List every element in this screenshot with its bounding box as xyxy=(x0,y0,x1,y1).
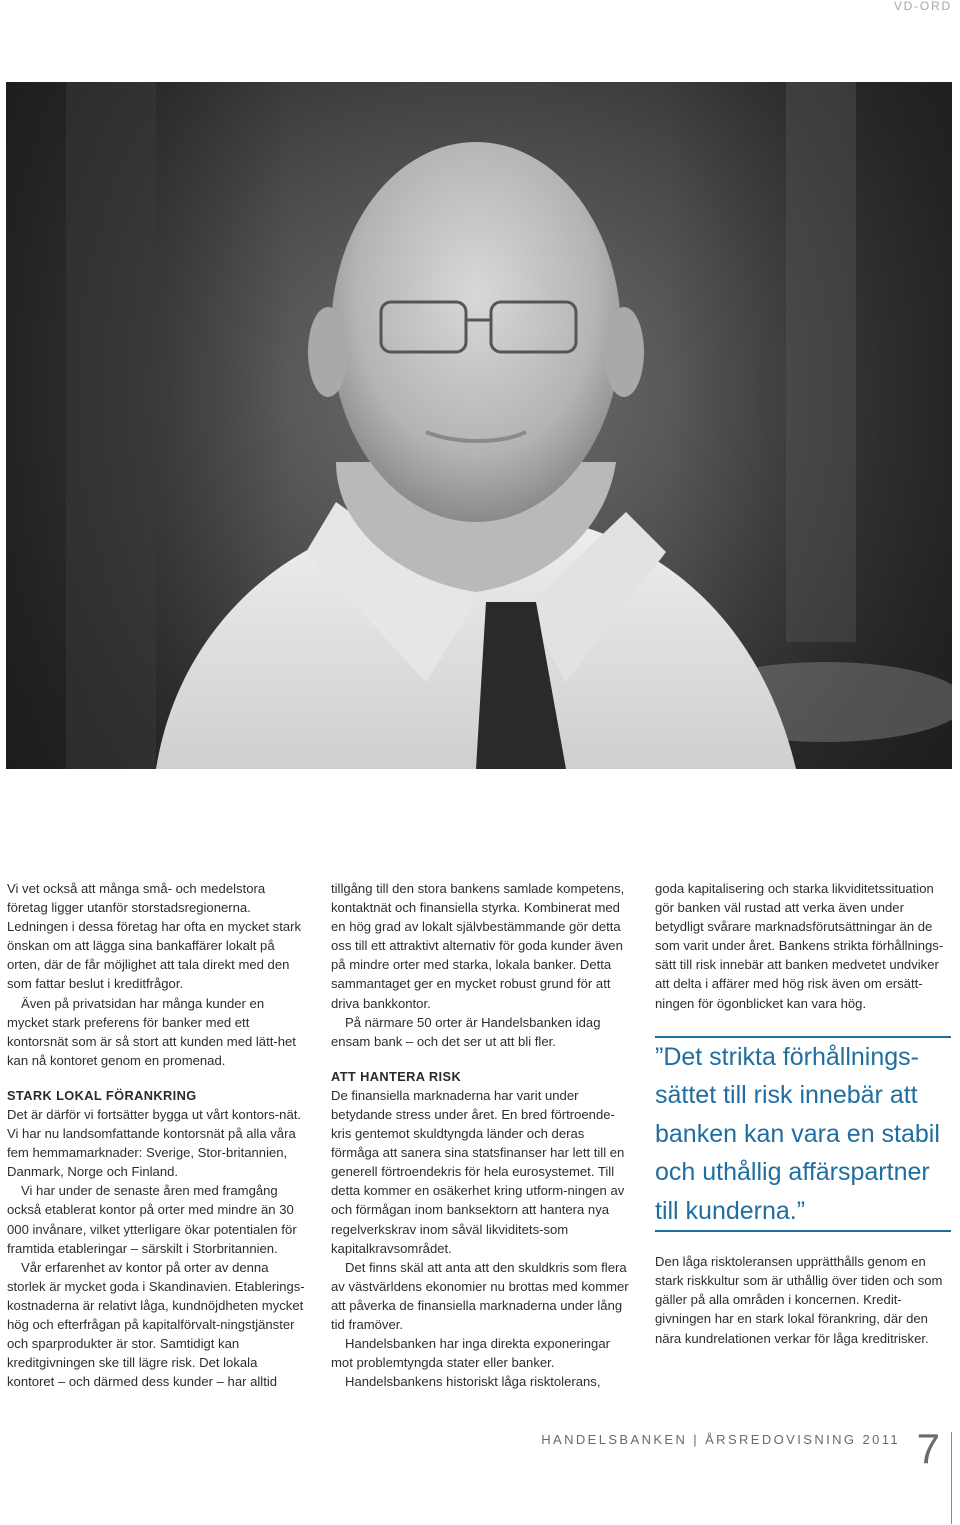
paragraph: Även på privatsidan har många kunder en mycket stark preferens för banker med ett kontorsnät som är så stort att kunden med lätt-het kan nå kontoret genom en promenad. xyxy=(7,995,296,1068)
quote-bottom-rule xyxy=(655,1230,951,1232)
text-column-3 xyxy=(655,879,953,1348)
portrait-photo xyxy=(6,82,952,769)
text-column-2 xyxy=(331,879,631,1391)
section-label: VD-ORD xyxy=(893,0,952,13)
paragraph: Det finns skäl att anta att den skuldkris som flera av västvärldens ekonomier nu brottas med kommer att påverka de finansiella marknaderna under lång tid framöver. xyxy=(331,1259,629,1332)
paragraph: Vår erfarenhet av kontor på orter av denna storlek är mycket goda i Skandinavien. Etablerings-kostnaderna är relativt låga, kundnöjdheten mycket hög och efterfrågan på kapitalförvalt-ningstjänster och sparprodukter är stor. Samtidigt kan kreditgivningen ske till lägre risk. Det lokala kontoret – och därmed dess kunder – har alltid xyxy=(7,1259,305,1390)
text-column-1 xyxy=(7,879,307,1391)
paragraph: Vi vet också att många små- och medelstora företag ligger utanför storstadsregionerna. Ledningen i dessa företag har ofta en mycket stark önskan om att lägga sina bankaffärer lokalt på orten, där de får möjlighet att tala direkt med den som fattar beslut i kreditfrågor. xyxy=(7,881,302,992)
paragraph: tillgång till den stora bankens samlade kompetens, kontaktnät och finansiella styrka. Kombinerat med en hög grad av lokalt självbestämmande gör detta oss till ett attraktivt alternativ för goda kunder även på mindre orter med starka, lokala banker. Detta sammantaget ger en mycket robust grund för att driva bankkontor. xyxy=(331,881,625,1011)
paragraph: goda kapitalisering och starka likviditetssituation gör banken väl rustad att verka även under betydligt svårare marknadsförutsättningar än de som varit under året. Bankens strikta förhållnings-sätt till risk innebär att banken medvetet undviker att delta i affärer med hög risk även om ersätt-ningen för ögonblicket kan vara hög. xyxy=(655,881,944,1011)
paragraph: De finansiella marknaderna har varit under betydande stress under året. En bred förtroende-kris gentemot skuldtyngda länder och deras förmåga att sanera sina statsfinanser har lett till en generell förtroendekris för hela eurosystemet. Till detta kommer en osäkerhet kring utform-ningen av och förmågan inom banksektorn att hantera nya regelverkskrav inom såväl likviditets-som kapitalkravsområdet. xyxy=(331,1087,625,1256)
pull-quote: ”Det strikta förhållnings-sättet till risk innebär att banken kan vara en stabil och uthållig affärspartner till kunderna.” xyxy=(655,1042,940,1225)
subheading-stark-lokal-forankring: STARK LOKAL FÖRANKRING xyxy=(7,1087,197,1103)
portrait-illustration xyxy=(6,82,952,769)
page-number: 7 xyxy=(916,1425,940,1472)
page-rule xyxy=(951,1432,952,1524)
paragraph: Det är därför vi fortsätter bygga ut vårt kontors-nät. Vi har nu landsomfattande kontorsnät på alla våra fem hemmamarknader: Sverige, Stor-britannien, Danmark, Norge och Finland. xyxy=(7,1106,302,1180)
paragraph: Den låga risktoleransen upprätthålls genom en stark riskkultur som är uthållig över tiden och som gäller på alla områden i koncernen. Kredit-givningen har en stark lokal förankring, där den nära kundrelationen verkar för låga kreditrisker. xyxy=(655,1254,943,1346)
footer-publication: HANDELSBANKEN | ÅRSREDOVISNING 2011 xyxy=(541,1432,900,1447)
paragraph: Handelsbanken har inga direkta exponeringar mot problemtyngda stater eller banker. xyxy=(331,1336,610,1371)
paragraph: Vi har under de senaste åren med framgång också etablerat kontor på orter med mindre än 30 000 invånare, vilket ytterligare ökar potentialen för framtida etableringar – särskilt i Storbritannien. xyxy=(7,1183,297,1256)
paragraph: På närmare 50 orter är Handelsbanken idag ensam bank – och det ser ut att bli fler. xyxy=(331,1014,601,1049)
paragraph: Handelsbankens historiskt låga risktolerans, xyxy=(345,1374,601,1390)
subheading-att-hantera-risk: ATT HANTERA RISK xyxy=(331,1068,462,1084)
